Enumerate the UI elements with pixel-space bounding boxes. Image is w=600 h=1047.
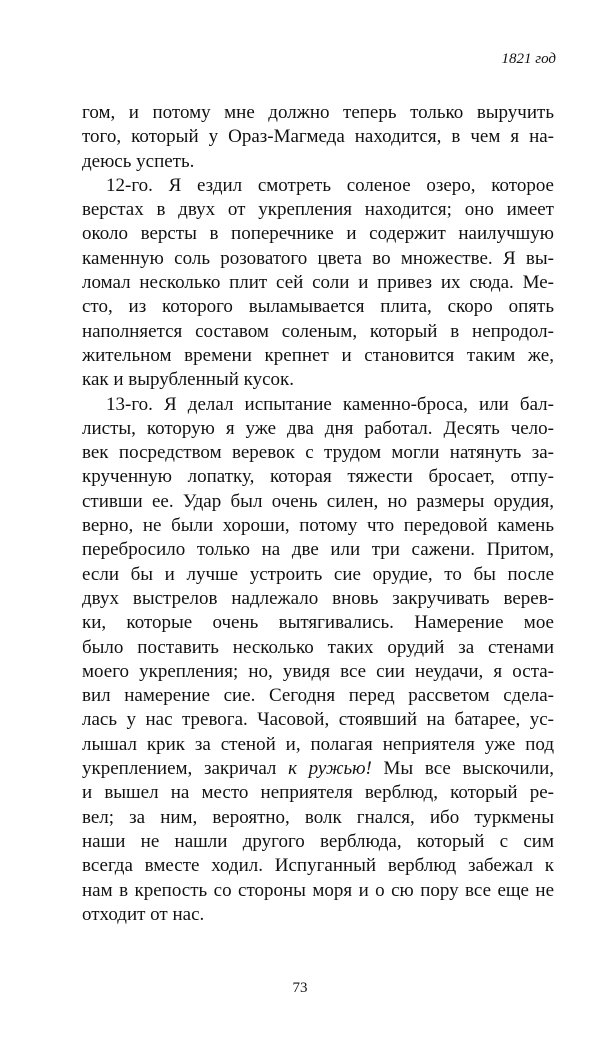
text-line: было поставить несколько таких орудий за стенами — [82, 636, 554, 658]
text-line: перебросило только на две или три сажени. Притом, — [82, 539, 554, 561]
text-segment: укреплением, закричал — [82, 758, 277, 780]
page-number: 73 — [292, 980, 308, 996]
text-line: 12-го. Я ездил смотреть соленое озеро, которое — [106, 174, 554, 196]
text-line: если бы и лучше устроить сие орудие, то бы после — [82, 563, 554, 585]
text-line: нам в крепость со стороны моря и о сю пору все еще не — [82, 879, 554, 901]
text-line: деюсь успеть. — [82, 150, 195, 172]
text-line: лась у нас тревога. Часовой, стоявший на батарее, ус- — [82, 709, 554, 731]
text-line: того, который у Ораз-Магмеда находится, в чем я на- — [82, 126, 554, 148]
text-line: крученную лопатку, которая тяжести бросает, отпу- — [82, 466, 554, 488]
text-line: лышал крик за стеной и, полагая неприятеля уже под — [82, 733, 554, 755]
text-line: и вышел на место неприятеля верблюд, который ре- — [82, 782, 554, 804]
text-line: ки, которые очень вытягивались. Намерение мое — [82, 612, 554, 634]
text-line: моего укрепления; но, увидя все сии неудачи, я оста- — [82, 660, 554, 682]
text-line: двух выстрелов надлежало вновь закручивать верев- — [82, 587, 554, 609]
text-line: верно, не были хороши, потому что передовой камень — [82, 515, 554, 537]
text-line: ломал несколько плит сей соли и привез их сюда. Ме- — [82, 272, 554, 294]
text-line: около версты в поперечнике и содержит наилучшую — [82, 223, 554, 245]
text-line: наши не нашли другого верблюда, который с сим — [82, 830, 554, 852]
text-line: вел; за ним, вероятно, волк гнался, ибо туркмены — [82, 806, 554, 828]
text-line — [82, 757, 554, 781]
text-line: 13-го. Я делал испытание каменно-броса, или бал- — [106, 393, 554, 415]
text-line: всегда вместе ходил. Испуганный верблюд забежал к — [82, 855, 554, 877]
text-segment: Мы все выскочили, — [383, 758, 554, 780]
text-line: сто, из которого выламывается плита, скоро опять — [82, 296, 554, 318]
running-header: 1821 год — [501, 51, 556, 67]
text-line: вил намерение сие. Сегодня перед рассветом сдела- — [82, 685, 554, 707]
body-text — [82, 101, 554, 927]
text-line: век посредством веревок с трудом могли натянуть за- — [82, 442, 554, 464]
emphasis-phrase: к ружью! — [288, 758, 372, 780]
text-line: стивши ее. Удар был очень силен, но размеры орудия, — [82, 490, 554, 512]
text-line: каменную соль розоватого цвета во множестве. Я вы- — [82, 247, 554, 269]
text-line: верстах в двух от укрепления находится; оно имеет — [82, 199, 554, 221]
text-line: как и вырубленный кусок. — [82, 369, 295, 391]
text-line: гом, и потому мне должно теперь только выручить — [82, 102, 554, 123]
text-line: листы, которую я уже два дня работал. Десять чело- — [82, 417, 554, 439]
text-line: отходит от нас. — [82, 903, 205, 925]
text-line: жительном времени крепнет и становится таким же, — [82, 344, 554, 366]
text-line: наполняется составом соленым, который в непродол- — [82, 320, 554, 342]
